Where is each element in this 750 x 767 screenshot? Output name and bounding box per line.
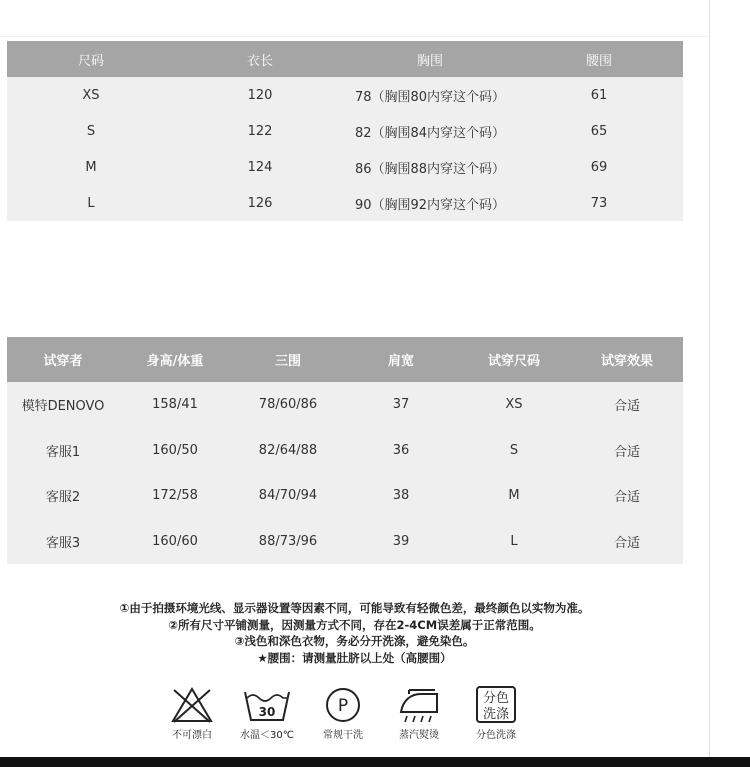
tester-cell: 客服3 <box>45 535 81 551</box>
tester-cell: 模特DENOVO <box>21 399 105 415</box>
measurements-cell: 88/73/96 <box>258 533 318 549</box>
care-dry-clean <box>308 686 378 741</box>
tried-size-cell: L <box>510 533 518 549</box>
wash-tub-icon <box>243 686 291 724</box>
shoulder-cell: 37 <box>392 397 410 413</box>
separate-wash-label: 分色洗涤 <box>476 730 516 741</box>
waist-cell: 61 <box>590 87 608 103</box>
header-shoulder: 肩宽 <box>387 354 414 369</box>
measurements-cell: 84/70/94 <box>258 488 318 504</box>
right-border <box>709 0 710 757</box>
no-bleach-label: 不可漂白 <box>172 730 212 741</box>
tried-size-cell: M <box>508 488 520 504</box>
length-cell: 124 <box>247 159 273 175</box>
size-cell: XS <box>82 87 100 103</box>
tester-cell: 客服2 <box>45 490 81 506</box>
fit-test-table <box>7 337 683 564</box>
care-separate-wash <box>461 686 531 741</box>
table-row <box>7 519 683 565</box>
table-row <box>7 149 683 185</box>
size-cell: M <box>85 159 97 175</box>
care-no-bleach <box>157 686 227 741</box>
fit-result-cell: 合适 <box>613 399 640 415</box>
height-weight-cell: 158/41 <box>152 397 198 413</box>
shoulder-cell: 36 <box>392 442 410 458</box>
measurements-cell: 82/64/88 <box>258 442 318 458</box>
separate-wash-icon <box>475 686 517 724</box>
length-cell: 122 <box>247 123 273 139</box>
header-height-weight: 身高/体重 <box>146 354 204 369</box>
fit-test-header <box>7 337 683 382</box>
dry-clean-letter: P <box>337 696 349 716</box>
header-length: 衣长 <box>246 53 273 69</box>
size-cell: L <box>87 195 95 211</box>
table-row <box>7 113 683 149</box>
header-tried-size: 试穿尺码 <box>487 354 540 369</box>
steam-iron-label: 蒸汽熨烫 <box>399 730 439 741</box>
table-row <box>7 185 683 221</box>
header-tester: 试穿者 <box>43 354 83 369</box>
dry-clean-icon <box>323 686 363 724</box>
note-line: ①由于拍摄环境光线、显示器设置等因素不同，可能导致有轻微色差，最终颜色以实物为准。 <box>119 601 590 615</box>
measurements-cell: 78/60/86 <box>258 397 318 413</box>
height-weight-cell: 172/58 <box>152 488 198 504</box>
table-row <box>7 473 683 519</box>
header-fit-result: 试穿效果 <box>600 354 653 369</box>
fit-result-cell: 合适 <box>613 490 640 506</box>
header-size: 尺码 <box>77 53 104 69</box>
steam-iron-icon <box>395 686 443 724</box>
size-cell: S <box>86 123 96 139</box>
bust-cell: 86（胸围88内穿这个码） <box>354 161 506 177</box>
height-weight-cell: 160/50 <box>152 442 198 458</box>
bust-cell: 82（胸围84内穿这个码） <box>354 125 506 141</box>
size-chart-table <box>7 41 683 221</box>
note-line: ②所有尺寸平铺测量，因测量方式不同，存在2-4CM误差属于正常范围。 <box>168 617 541 632</box>
header-measurements: 三围 <box>274 354 301 369</box>
fit-result-cell: 合适 <box>613 444 640 460</box>
fit-result-cell: 合适 <box>613 535 640 551</box>
table-row <box>7 77 683 113</box>
no-bleach-icon <box>170 686 214 724</box>
wash-temp-label: 水温＜30℃ <box>240 730 294 741</box>
bottom-border <box>0 757 750 767</box>
header-waist: 腰围 <box>585 53 612 69</box>
bust-cell: 78（胸围80内穿这个码） <box>354 89 506 105</box>
table-row <box>7 382 683 428</box>
height-weight-cell: 160/60 <box>152 533 198 549</box>
shoulder-cell: 38 <box>392 488 410 504</box>
separate-icon-text-1: 分色 <box>482 691 510 706</box>
waist-cell: 69 <box>590 159 608 175</box>
length-cell: 120 <box>247 87 273 103</box>
table-row <box>7 428 683 474</box>
length-cell: 126 <box>247 195 273 211</box>
waist-cell: 65 <box>590 123 608 139</box>
care-wash-temp <box>232 686 302 741</box>
bust-cell: 90（胸围92内穿这个码） <box>354 197 506 213</box>
top-divider <box>0 36 709 37</box>
separate-icon-text-2: 洗涤 <box>482 707 510 722</box>
waist-cell: 73 <box>590 195 608 211</box>
dry-clean-label: 常规干洗 <box>323 730 363 741</box>
shoulder-cell: 39 <box>392 533 410 549</box>
size-chart-header <box>7 41 683 77</box>
tester-cell: 客服1 <box>45 444 81 460</box>
notes-block <box>0 600 709 666</box>
header-bust: 胸围 <box>416 53 443 69</box>
wash-temp-value: 30 <box>258 705 276 719</box>
tried-size-cell: XS <box>505 397 523 413</box>
note-line: ★腰围：请测量肚脐以上处（高腰围） <box>257 650 452 665</box>
note-line: ③浅色和深色衣物，务必分开洗涤，避免染色。 <box>234 634 475 648</box>
care-steam-iron <box>384 686 454 741</box>
tried-size-cell: S <box>509 442 519 458</box>
